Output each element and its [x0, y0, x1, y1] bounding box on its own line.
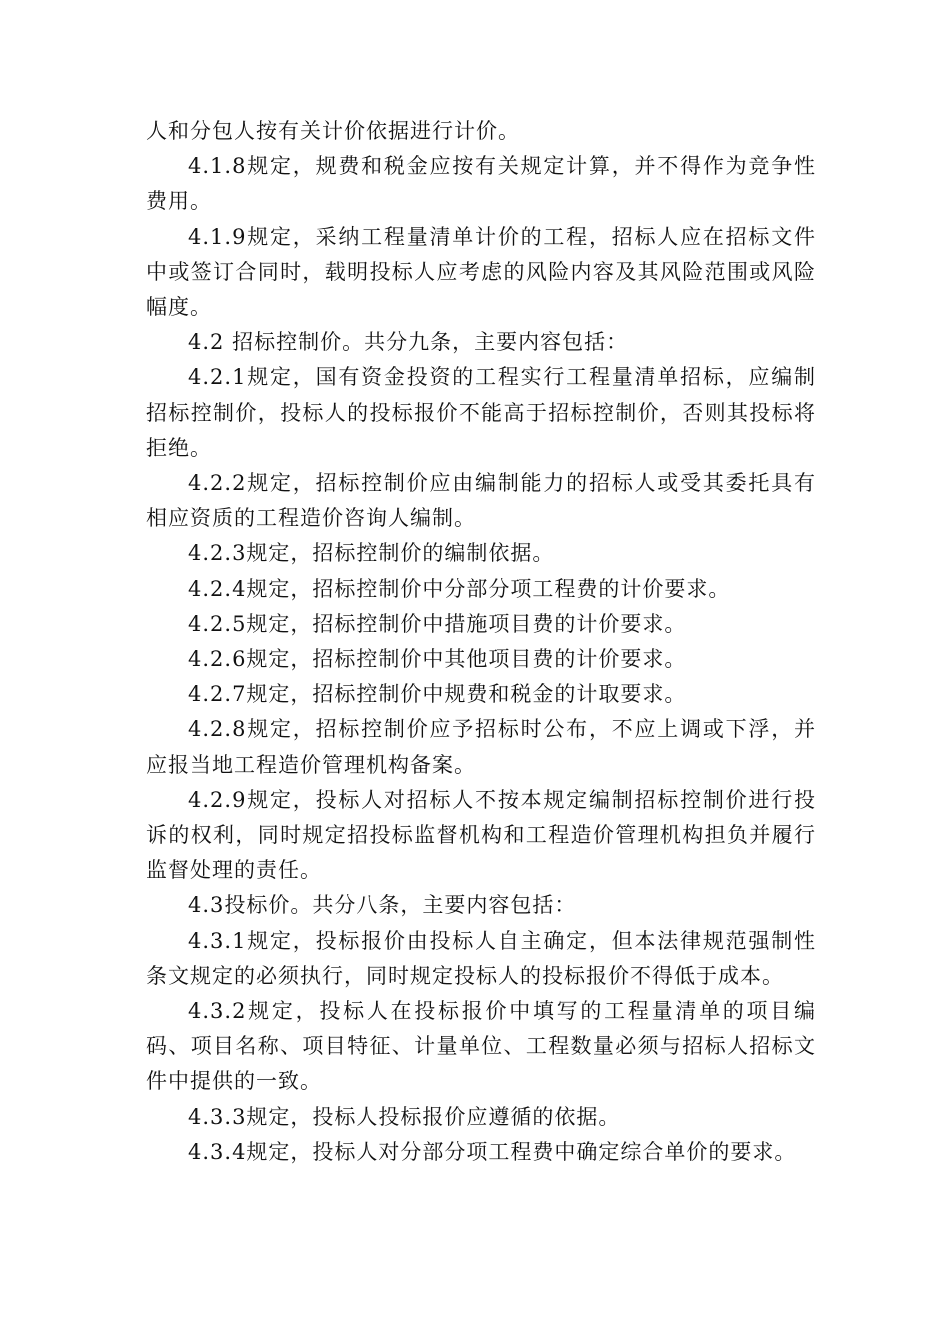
section-heading-4-2: 4.2 招标控制价。共分九条，主要内容包括：: [188, 330, 629, 355]
paragraph-4-1-9: 4.1.9规定，采纳工程量清单计价的工程，招标人应在招标文件中或签订合同时，载明投标人应考虑的风险内容及其风险范围或风险幅度。: [146, 224, 816, 320]
paragraph-4-2-4: 4.2.4规定，招标控制价中分部分项工程费的计价要求。: [188, 576, 731, 601]
paragraph-4-2-2: 4.2.2规定，招标控制价应由编制能力的招标人或受其委托具有相应资质的工程造价咨询人编制。: [146, 471, 816, 531]
paragraph-4-2-1: 4.2.1规定，国有资金投资的工程实行工程量清单招标，应编制招标控制价，投标人的投标报价不能高于招标控制价，否则其投标将拒绝。: [146, 365, 816, 460]
paragraph-4-2-3: 4.2.3规定，招标控制价的编制依据。: [188, 541, 555, 566]
paragraph-4-3-2: 4.3.2规定，投标人在投标报价中填写的工程量清单的项目编码、项目名称、项目特征、计量单位、工程数量必须与招标人招标文件中提供的一致。: [146, 999, 816, 1094]
paragraph-4-3-4: 4.3.4规定，投标人对分部分项工程费中确定综合单价的要求。: [188, 1139, 797, 1164]
section-heading-4-3: 4.3投标价。共分八条，主要内容包括：: [188, 893, 577, 918]
paragraph-continuation: 人和分包人按有关计价依据进行计价。: [146, 119, 520, 143]
paragraph-4-2-5: 4.2.5规定，招标控制价中措施项目费的计价要求。: [188, 611, 687, 636]
document-body: [146, 114, 816, 1170]
paragraph-4-2-8: 4.2.8规定，招标控制价应予招标时公布，不应上调或下浮，并应报当地工程造价管理机构备案。: [146, 717, 816, 777]
paragraph-4-2-9: 4.2.9规定，投标人对招标人不按本规定编制招标控制价进行投诉的权利，同时规定招投标监督机构和工程造价管理机构担负并履行监督处理的责任。: [146, 787, 816, 883]
paragraph-4-3-3: 4.3.3规定，投标人投标报价应遵循的依据。: [188, 1104, 621, 1129]
paragraph-4-3-1: 4.3.1规定，投标报价由投标人自主确定，但本法律规范强制性条文规定的必须执行，同时规定投标人的投标报价不得低于成本。: [146, 928, 816, 988]
paragraph-4-1-8: 4.1.8规定，规费和税金应按有关规定计算，并不得作为竞争性费用。: [146, 154, 816, 214]
paragraph-4-2-6: 4.2.6规定，招标控制价中其他项目费的计价要求。: [188, 647, 687, 672]
paragraph-4-2-7: 4.2.7规定，招标控制价中规费和税金的计取要求。: [188, 682, 687, 707]
